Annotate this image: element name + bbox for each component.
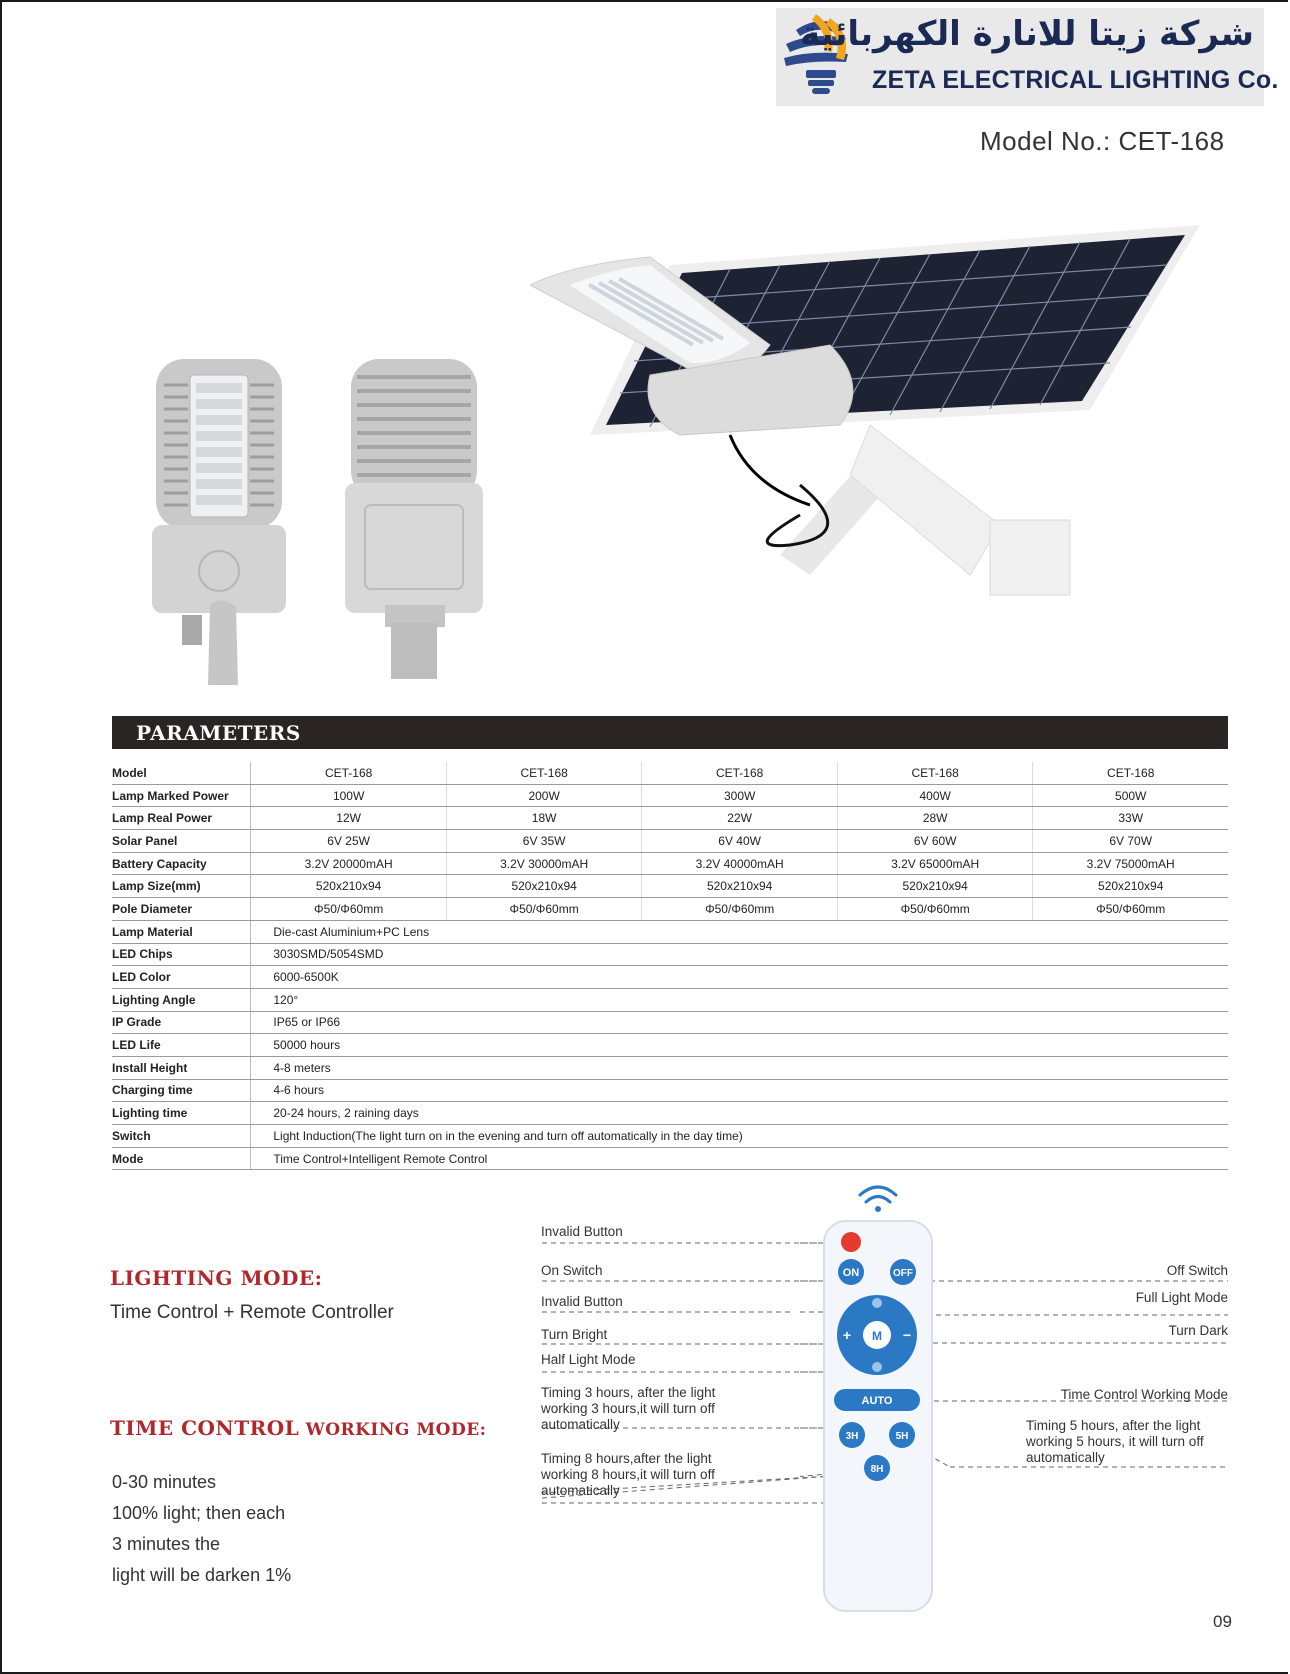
parameter-value: Time Control+Intelligent Remote Control: [251, 1147, 1228, 1170]
label-timing-8h-line-2: working 8 hours,it will turn off: [541, 1467, 715, 1482]
parameter-value: 520x210x94: [446, 875, 642, 898]
model-number: Model No.: CET-168: [980, 126, 1225, 156]
company-name-arabic: شركة زيتا للانارة الكهربائية: [800, 14, 1254, 54]
company-name-english: ZETA ELECTRICAL LIGHTING Co.: [872, 66, 1279, 94]
parameter-value: CET-168: [1033, 762, 1228, 784]
parameter-label: Lamp Real Power: [112, 807, 251, 830]
parameter-value: Φ50/Φ60mm: [251, 898, 447, 921]
time-control-title: [110, 1416, 486, 1440]
parameters-row: [112, 943, 1228, 966]
parameters-row: [112, 1102, 1228, 1125]
parameters-row: [112, 1079, 1228, 1102]
wireless-signal-icon: [860, 1187, 896, 1212]
time-control-line-1: 0-30 minutes: [112, 1472, 217, 1492]
parameter-label: Install Height: [112, 1056, 251, 1079]
time-control-line-2: 100% light; then each: [112, 1503, 286, 1523]
label-timing-3h-line-3: automatically: [541, 1417, 620, 1432]
parameters-row: [112, 762, 1228, 784]
parameter-label: Lighting Angle: [112, 988, 251, 1011]
parameters-row: [112, 898, 1228, 921]
parameter-value: 3.2V 20000mAH: [251, 852, 447, 875]
remote-auto-label: AUTO: [861, 1395, 893, 1407]
parameter-value: 6V 25W: [251, 830, 447, 853]
parameter-label: LED Color: [112, 966, 251, 989]
label-full-light-mode: Full Light Mode: [1135, 1290, 1228, 1305]
remote-minus-label[interactable]: −: [902, 1327, 912, 1343]
label-off-switch: Off Switch: [1166, 1263, 1228, 1278]
invalid-button-red[interactable]: [841, 1232, 861, 1252]
label-invalid-button-1: Invalid Button: [541, 1224, 623, 1239]
parameter-value: 6V 40W: [642, 830, 838, 853]
parameter-value: 520x210x94: [642, 875, 838, 898]
parameter-value: 4-8 meters: [251, 1056, 1228, 1079]
parameters-row: [112, 1147, 1228, 1170]
parameter-value: 400W: [837, 784, 1033, 807]
label-invalid-button-2: Invalid Button: [541, 1294, 623, 1309]
parameter-value: CET-168: [446, 762, 642, 784]
remote-off-label: OFF: [893, 1268, 913, 1279]
label-turn-bright: Turn Bright: [541, 1327, 608, 1342]
label-timing-5h: [1026, 1418, 1204, 1466]
remote-8h-label: 8H: [870, 1464, 884, 1475]
label-time-control-working-mode: Time Control Working Mode: [1060, 1387, 1228, 1402]
parameter-value: Light Induction(The light turn on in the evening and turn off automatically in the day time): [251, 1125, 1228, 1148]
parameter-value: 6V 35W: [446, 830, 642, 853]
time-control-title-main: TIME CONTROL: [110, 1416, 300, 1440]
label-timing-5h-line-2: working 5 hours, it will turn off: [1026, 1434, 1204, 1449]
parameter-value: Φ50/Φ60mm: [642, 898, 838, 921]
parameter-value: Die-cast Aluminium+PC Lens: [251, 920, 1228, 943]
parameter-value: 6V 70W: [1033, 830, 1228, 853]
parameter-value: 50000 hours: [251, 1034, 1228, 1057]
parameter-value: 100W: [251, 784, 447, 807]
label-on-switch: On Switch: [541, 1263, 603, 1278]
parameters-row: [112, 852, 1228, 875]
parameter-value: 4-6 hours: [251, 1079, 1228, 1102]
remote-body: [824, 1221, 932, 1611]
parameter-value: 6000-6500K: [251, 966, 1228, 989]
parameter-label: Pole Diameter: [112, 898, 251, 921]
time-control-line-4: light will be darken 1%: [112, 1565, 292, 1585]
parameter-value: IP65 or IP66: [251, 1011, 1228, 1034]
label-timing-5h-line-3: automatically: [1026, 1450, 1105, 1465]
parameter-label: IP Grade: [112, 1011, 251, 1034]
solar-street-light-image: [530, 225, 1200, 615]
remote-on-label: ON: [842, 1267, 860, 1279]
parameter-value: 520x210x94: [837, 875, 1033, 898]
parameter-label: LED Chips: [112, 943, 251, 966]
company-logo: [776, 8, 1279, 106]
parameter-value: 520x210x94: [1033, 875, 1228, 898]
time-control-title-sub: WORKING MODE:: [299, 1420, 487, 1440]
parameter-label: LED Life: [112, 1034, 251, 1057]
time-control-line-3: 3 minutes the: [112, 1534, 221, 1554]
parameter-value: 3.2V 75000mAH: [1033, 852, 1228, 875]
parameters-row: [112, 920, 1228, 943]
parameter-label: Charging time: [112, 1079, 251, 1102]
parameter-value: 3.2V 40000mAH: [642, 852, 838, 875]
parameter-value: Φ50/Φ60mm: [1033, 898, 1228, 921]
label-turn-dark: Turn Dark: [1168, 1323, 1228, 1338]
parameters-row: [112, 784, 1228, 807]
parameter-value: Φ50/Φ60mm: [446, 898, 642, 921]
parameter-value: 12W: [251, 807, 447, 830]
parameters-table: [112, 762, 1228, 1170]
parameters-header-bar: [112, 716, 1228, 749]
label-half-light-mode: Half Light Mode: [541, 1352, 636, 1367]
parameters-row: [112, 966, 1228, 989]
parameters-row: [112, 988, 1228, 1011]
parameters-row: [112, 1011, 1228, 1034]
remote-up-button-icon[interactable]: [872, 1298, 882, 1308]
label-timing-3h: [541, 1385, 715, 1433]
label-timing-8h: [541, 1451, 715, 1499]
parameter-value: 18W: [446, 807, 642, 830]
parameter-label: Solar Panel: [112, 830, 251, 853]
lighting-mode-text: Time Control + Remote Controller: [110, 1302, 394, 1323]
lighting-mode-title: LIGHTING MODE:: [110, 1266, 323, 1290]
parameters-title: PARAMETERS: [136, 721, 301, 745]
parameters-row: [112, 875, 1228, 898]
parameter-label: Lamp Material: [112, 920, 251, 943]
label-timing-3h-line-2: working 3 hours,it will turn off: [541, 1401, 715, 1416]
parameters-row: [112, 1056, 1228, 1079]
parameter-value: 520x210x94: [251, 875, 447, 898]
parameters-row: [112, 830, 1228, 853]
parameter-value: Φ50/Φ60mm: [837, 898, 1033, 921]
parameter-value: CET-168: [251, 762, 447, 784]
parameters-row: [112, 1125, 1228, 1148]
parameter-label: Lighting time: [112, 1102, 251, 1125]
street-lamp-back-image: [345, 355, 485, 685]
remote-5h-label: 5H: [895, 1431, 909, 1442]
parameter-label: Battery Capacity: [112, 852, 251, 875]
label-timing-8h-line-1: Timing 8 hours,after the light: [541, 1451, 712, 1466]
label-timing-3h-line-1: Timing 3 hours, after the light: [541, 1385, 716, 1400]
remote-3h-label: 3H: [845, 1431, 859, 1442]
parameter-value: 300W: [642, 784, 838, 807]
street-lamp-front-image: [150, 355, 290, 685]
parameter-label: Model: [112, 762, 251, 784]
parameter-label: Switch: [112, 1125, 251, 1148]
parameter-value: 500W: [1033, 784, 1228, 807]
parameter-label: Lamp Size(mm): [112, 875, 251, 898]
parameter-value: 33W: [1033, 807, 1228, 830]
parameter-value: CET-168: [837, 762, 1033, 784]
remote-down-button-icon[interactable]: [872, 1362, 882, 1372]
parameters-row: [112, 807, 1228, 830]
parameter-label: Mode: [112, 1147, 251, 1170]
parameters-row: [112, 1034, 1228, 1057]
label-timing-5h-line-1: Timing 5 hours, after the light: [1026, 1418, 1201, 1433]
parameter-value: 200W: [446, 784, 642, 807]
parameter-value: 20-24 hours, 2 raining days: [251, 1102, 1228, 1125]
label-timing-8h-line-3: automatically: [541, 1483, 620, 1498]
parameter-value: 3030SMD/5054SMD: [251, 943, 1228, 966]
parameter-value: 120°: [251, 988, 1228, 1011]
remote-plus-label[interactable]: +: [842, 1327, 852, 1343]
parameter-value: 22W: [642, 807, 838, 830]
parameter-value: 28W: [837, 807, 1033, 830]
parameter-value: CET-168: [642, 762, 838, 784]
remote-m-label: M: [872, 1329, 882, 1343]
page-number: 09: [1213, 1612, 1232, 1631]
parameter-label: Lamp Marked Power: [112, 784, 251, 807]
parameter-value: 6V 60W: [837, 830, 1033, 853]
parameter-value: 3.2V 30000mAH: [446, 852, 642, 875]
parameter-value: 3.2V 65000mAH: [837, 852, 1033, 875]
